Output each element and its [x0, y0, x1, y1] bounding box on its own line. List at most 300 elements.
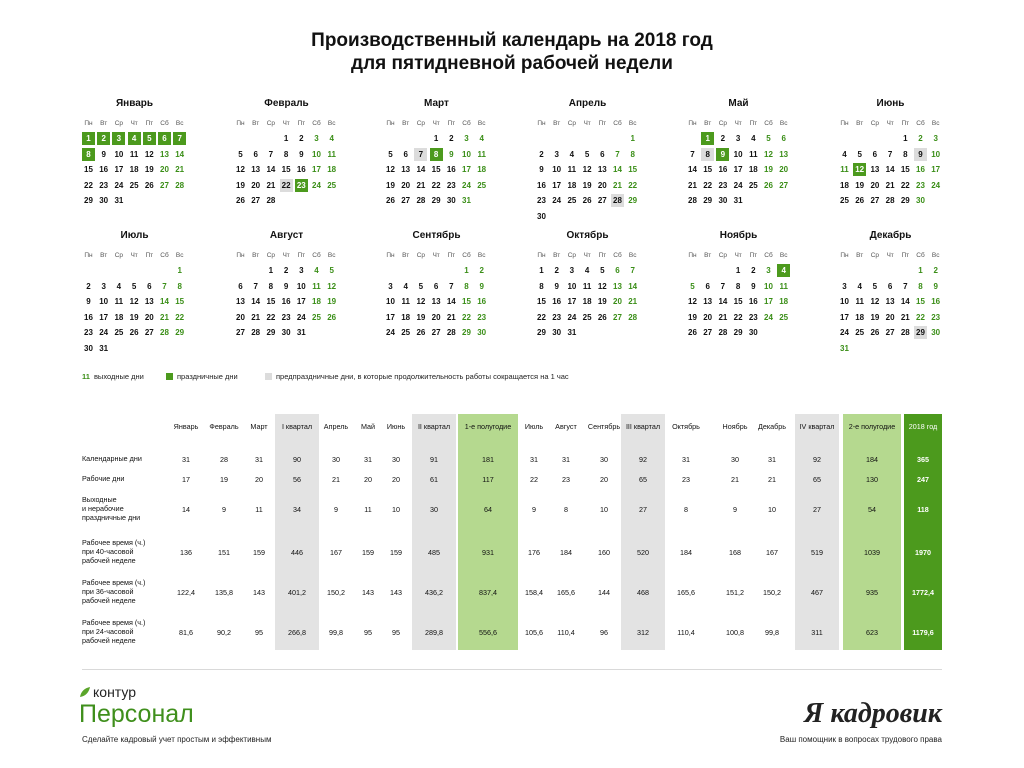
calendar-day: 23 [718, 180, 728, 190]
calendar-day: 24 [733, 180, 743, 190]
table-column-header: III квартал [625, 422, 661, 431]
table-cell: 31 [682, 455, 690, 464]
calendar-day: 11 [327, 149, 336, 159]
calendar-day: 26 [597, 312, 607, 322]
calendar-day: 27 [160, 180, 169, 190]
table-row-label: Выходные и нерабочие праздничные дни [82, 495, 141, 522]
calendar-day: 28 [251, 328, 261, 338]
half-column-bg [843, 414, 901, 650]
table-cell: 135,8 [215, 588, 233, 597]
calendar-day: 3 [464, 134, 469, 143]
weekday-header: Сб [613, 252, 622, 259]
table-cell: 159 [362, 548, 374, 557]
month-name: Январь [115, 98, 154, 109]
calendar-day: 24 [386, 328, 395, 338]
calendar-day: 11 [749, 149, 758, 159]
table-column-header: I квартал [281, 422, 313, 431]
calendar-day: 22 [703, 180, 713, 190]
calendar-day: 4 [777, 264, 790, 277]
calendar-day: 25 [779, 312, 789, 322]
weekday-header: Ср [567, 252, 577, 259]
calendar-day: 21 [628, 297, 638, 307]
logo-small-text: контур [93, 684, 136, 700]
table-cell: 30 [600, 455, 608, 464]
calendar-day: 25 [312, 312, 321, 322]
weekday-header: Вс [931, 252, 940, 259]
table-column-header: Март [250, 422, 268, 431]
table-cell: 130 [866, 475, 878, 484]
calendar-day: 28 [885, 196, 895, 206]
calendar-day: 24 [114, 180, 124, 190]
calendar-day: 11 [567, 165, 577, 175]
table-column-header: Февраль [209, 422, 239, 431]
calendar-day: 19 [144, 165, 154, 175]
calendar-day: 17 [931, 165, 941, 175]
kontur-logo [79, 684, 136, 700]
calendar-day: 22 [431, 180, 441, 190]
calendar-day: 7 [268, 149, 274, 159]
calendar-day: 5 [238, 149, 243, 159]
calendar-day: 6 [600, 149, 605, 159]
table-cell: 9 [222, 505, 226, 514]
quarter-column-bg [412, 414, 456, 650]
brand-tagline: Ваш помощник в вопросах трудового права [779, 735, 942, 744]
calendar-day: 10 [840, 297, 849, 307]
calendar-day: 18 [129, 165, 139, 175]
weekday-header: Пт [447, 120, 456, 127]
weekday-header: Сб [312, 120, 321, 127]
calendar-day: 26 [870, 328, 880, 338]
calendar-day: 15 [733, 297, 743, 307]
calendar-day: 1 [735, 266, 741, 275]
table-column-header: Август [555, 422, 577, 431]
legend-preholiday-label: предпраздничные дни, в которые продолжительность работы сокращается на 1 час [276, 372, 569, 381]
calendar-day: 23 [446, 180, 456, 190]
calendar-day: 11 [779, 281, 788, 291]
calendar-day: 4 [857, 281, 862, 291]
calendar-day: 23 [99, 180, 109, 190]
calendar-day: 14 [266, 165, 276, 175]
weekday-header: Ср [416, 252, 426, 259]
table-cell: 31 [182, 455, 190, 464]
logo-tagline: Сделайте кадровый учет простым и эффективным [82, 735, 272, 744]
calendar-day: 19 [236, 180, 245, 190]
weekday-header: Пт [145, 120, 154, 127]
calendar-day: 9 [933, 281, 938, 291]
table-cell: 436,2 [425, 588, 443, 597]
table-column-header: 1-е полугодие [464, 422, 512, 431]
weekday-header: Вс [779, 252, 788, 259]
calendar-day: 24 [312, 180, 321, 190]
calendar-day: 4 [479, 134, 484, 143]
calendar-day: 19 [386, 180, 395, 190]
calendar-day: 18 [567, 180, 577, 190]
calendar-day: 4 [569, 149, 575, 159]
calendar-day: 20 [703, 312, 713, 322]
calendar-day: 16 [931, 297, 941, 307]
table-column-header: Июль [524, 422, 544, 431]
table-cell: 91 [430, 455, 438, 464]
calendar-day: 27 [144, 328, 154, 338]
calendar-day: 21 [885, 180, 895, 190]
calendar-day: 29 [431, 196, 441, 206]
calendar-day: 9 [716, 148, 729, 161]
calendar-day: 23 [916, 180, 925, 190]
calendar-day: 20 [144, 312, 154, 322]
table-column-header: Июнь [386, 422, 406, 431]
table-cell: 150,2 [327, 588, 345, 597]
table-cell: 23 [562, 475, 570, 484]
calendar-day: 10 [312, 149, 321, 159]
weekday-header: Чт [282, 120, 290, 127]
table-cell: 931 [482, 548, 494, 557]
legend-holiday-swatch [166, 373, 173, 380]
table-cell: 151 [218, 548, 230, 557]
calendar-day: 27 [431, 328, 441, 338]
calendar-day: 7 [690, 149, 695, 159]
month-name: Апрель [568, 98, 607, 109]
calendar-day: 3 [554, 149, 559, 159]
weekday-header: Чт [130, 252, 138, 259]
weekday-header: Чт [734, 120, 742, 127]
table-column-header: Май [360, 422, 376, 431]
calendar-day: 20 [431, 312, 441, 322]
calendar-day: 16 [446, 165, 456, 175]
calendar-day: 1 [177, 266, 182, 275]
table-cell: 30 [731, 455, 739, 464]
calendar-day: 5 [143, 132, 156, 145]
table-cell: 110,4 [677, 628, 695, 637]
footer-divider [82, 669, 942, 670]
table-cell: 100,8 [726, 628, 744, 637]
calendar-day: 25 [114, 328, 124, 338]
calendar-day: 30 [748, 328, 758, 338]
table-cell: 10 [392, 505, 400, 514]
calendar-day: 31 [296, 328, 306, 338]
calendar-day: 30 [477, 328, 487, 338]
weekday-header: Вт [704, 252, 712, 259]
table-cell: 30 [430, 505, 438, 514]
calendar-day: 14 [885, 165, 895, 175]
calendar-day: 22 [916, 312, 925, 322]
calendar-day: 22 [175, 312, 185, 322]
calendar-day: 12 [764, 149, 773, 159]
calendar-day: 7 [887, 149, 893, 159]
calendar-day: 1 [918, 266, 923, 275]
table-row-label: Рабочие дни [82, 474, 125, 483]
calendar-day: 11 [129, 149, 139, 159]
weekday-header: Ср [718, 252, 728, 259]
table-cell: 312 [637, 628, 649, 637]
table-cell: 23 [682, 475, 690, 484]
table-cell: 28 [220, 455, 228, 464]
calendar-day: 3 [569, 266, 575, 275]
table-cell: 159 [390, 548, 402, 557]
calendar-day: 2 [479, 266, 484, 275]
calendar-day: 16 [84, 312, 93, 322]
table-cell: 311 [811, 628, 823, 637]
calendar-day: 30 [537, 212, 546, 221]
calendar-day: 7 [903, 281, 908, 291]
calendar-day: 7 [253, 281, 258, 291]
calendar-day: 23 [931, 312, 941, 322]
table-column-header: Сентябрь [587, 422, 621, 431]
weekday-header: Вт [402, 252, 410, 259]
calendar-day: 14 [416, 165, 426, 175]
weekday-header: Вс [327, 120, 336, 127]
calendar-day: 14 [688, 165, 697, 175]
weekday-header: Сб [160, 120, 169, 127]
table-cell: 22 [530, 475, 538, 484]
table-cell: 27 [813, 505, 821, 514]
table-column-header: 2018 год [908, 422, 938, 431]
calendar-day: 15 [916, 297, 925, 307]
calendar-day: 12 [144, 149, 154, 159]
calendar-day: 1 [82, 132, 95, 145]
table-cell: 8 [684, 505, 688, 514]
calendar-day: 5 [857, 149, 862, 159]
calendar-day: 20 [870, 180, 880, 190]
weekday-header: Вс [327, 252, 336, 259]
quarter-column-bg [621, 414, 665, 650]
calendar-day: 12 [386, 165, 395, 175]
table-cell: 95 [255, 628, 263, 637]
calendar-day: 18 [401, 312, 411, 322]
calendar-day: 20 [236, 312, 245, 322]
calendar-day: 29 [462, 328, 471, 338]
calendar-day: 16 [916, 165, 925, 175]
calendar-day: 13 [885, 297, 895, 307]
weekday-header: Пн [386, 120, 395, 127]
weekday-header: Пт [598, 120, 607, 127]
month-name: Ноябрь [719, 230, 758, 241]
calendar-day: 10 [552, 165, 562, 175]
calendar-day: 30 [446, 196, 456, 206]
calendar-day: 20 [885, 312, 895, 322]
calendar-day: 5 [766, 134, 771, 143]
legend-weekend-sample: 11 [82, 372, 90, 381]
calendar-day: 10 [99, 297, 109, 307]
calendar-day: 29 [733, 328, 743, 338]
calendar-day: 31 [567, 328, 577, 338]
month-name: Май [728, 98, 749, 109]
calendar-day: 10 [386, 297, 395, 307]
calendar-day: 27 [870, 196, 880, 206]
month-name: Август [269, 230, 304, 241]
calendar-day: 25 [582, 312, 592, 322]
table-cell: 95 [392, 628, 400, 637]
calendar-day: 6 [433, 281, 439, 291]
weekday-header: Вт [100, 120, 108, 127]
calendar-day: 16 [477, 297, 487, 307]
legend-preholiday-swatch [265, 373, 272, 380]
calendar-day: 15 [431, 165, 441, 175]
table-row-label: Рабочее время (ч.) при 40-часовой рабочей неделе [82, 538, 146, 565]
calendar-day: 7 [720, 281, 726, 291]
calendar-day: 17 [567, 297, 577, 307]
calendar-day: 21 [613, 180, 622, 190]
calendar-day: 2 [283, 266, 289, 275]
calendar-day: 21 [416, 180, 426, 190]
calendar-day: 6 [781, 134, 786, 143]
calendar-day: 14 [251, 297, 261, 307]
table-cell: 21 [768, 475, 776, 484]
calendar-day: 10 [114, 149, 124, 159]
weekday-header: Пт [901, 120, 910, 127]
calendar-day: 27 [251, 196, 261, 206]
calendar-day: 28 [446, 328, 456, 338]
calendar-day: 28 [611, 194, 624, 207]
table-cell: 27 [639, 505, 647, 514]
calendar-day: 19 [416, 312, 426, 322]
calendar-day: 21 [900, 312, 910, 322]
calendar-day: 15 [628, 165, 638, 175]
calendar-day: 26 [855, 196, 865, 206]
table-cell: 159 [253, 548, 265, 557]
weekday-header: Чт [886, 120, 894, 127]
table-cell: 64 [484, 505, 492, 514]
table-cell: 168 [729, 548, 741, 557]
table-cell: 9 [334, 505, 338, 514]
calendar-day: 3 [112, 132, 125, 145]
table-cell: 65 [639, 475, 647, 484]
calendar-day: 28 [175, 180, 185, 190]
calendar-day: 7 [162, 281, 167, 291]
calendar-day: 3 [766, 266, 771, 275]
calendar-day: 8 [630, 149, 635, 159]
table-cell: 184 [866, 455, 878, 464]
calendar-day: 2 [751, 266, 756, 275]
weekday-header: Пт [297, 120, 306, 127]
table-cell: 117 [482, 475, 494, 484]
calendar-day: 24 [840, 328, 849, 338]
calendar-day: 6 [238, 281, 243, 291]
calendar-day: 27 [401, 196, 411, 206]
month-name: Октябрь [566, 230, 609, 241]
calendar-day: 18 [582, 297, 592, 307]
table-cell: 1179,6 [912, 628, 934, 637]
weekday-header: Вт [856, 252, 864, 259]
legend-preholiday [265, 372, 569, 382]
table-cell: 11 [364, 505, 372, 514]
calendar-day: 13 [236, 297, 245, 307]
weekday-header: Вт [553, 120, 561, 127]
calendar-day: 24 [296, 312, 306, 322]
calendar-day: 14 [628, 281, 638, 291]
calendar-day: 13 [870, 165, 880, 175]
calendar-day: 13 [251, 165, 261, 175]
month-name: Декабрь [869, 230, 912, 241]
calendar-day: 14 [613, 165, 622, 175]
table-cell: 1039 [864, 548, 880, 557]
calendar-day: 2 [449, 134, 454, 143]
calendar-day: 22 [900, 180, 910, 190]
weekday-header: Вт [252, 252, 260, 259]
calendar-day: 6 [872, 149, 878, 159]
table-column-header: Ноябрь [722, 422, 748, 431]
calendar-day: 30 [916, 196, 925, 206]
calendar-day: 29 [900, 196, 910, 206]
table-cell: 176 [528, 548, 540, 557]
legend-holiday-label: праздничные дни [177, 372, 238, 381]
calendar-day: 18 [114, 312, 124, 322]
calendar-day: 2 [97, 132, 110, 145]
calendar-day: 22 [84, 180, 93, 190]
calendar-day: 11 [840, 165, 849, 175]
calendar-day: 19 [597, 297, 607, 307]
calendar-day: 17 [462, 165, 471, 175]
calendar-day: 15 [462, 297, 471, 307]
weekday-header: Вс [628, 252, 637, 259]
calendar-day: 10 [931, 149, 941, 159]
calendar-day: 24 [99, 328, 109, 338]
calendar-day: 28 [688, 196, 697, 206]
table-cell: 31 [768, 455, 776, 464]
calendar-day: 28 [160, 328, 169, 338]
calendar-day: 7 [414, 148, 427, 161]
weekday-header: Сб [613, 120, 622, 127]
calendar-day: 15 [266, 297, 276, 307]
table-cell: 467 [811, 588, 823, 597]
calendar-day: 26 [144, 180, 154, 190]
calendar-day: 9 [914, 148, 927, 161]
legend-holiday [166, 372, 238, 382]
month-name: Март [424, 98, 449, 109]
calendar-day: 8 [735, 281, 741, 291]
table-cell: 19 [220, 475, 228, 484]
calendar-day: 7 [630, 266, 635, 275]
calendar-day: 25 [401, 328, 411, 338]
weekday-header: Вс [779, 120, 788, 127]
calendar-day: 8 [82, 148, 95, 161]
weekday-header: Пт [749, 120, 758, 127]
brand-logo: Я кадровик [804, 698, 942, 729]
table-cell: 167 [330, 548, 342, 557]
weekday-header: Пн [688, 120, 697, 127]
table-cell: 247 [917, 475, 929, 484]
calendar-day: 8 [430, 148, 443, 161]
table-cell: 150,2 [763, 588, 781, 597]
calendar-day: 17 [764, 297, 773, 307]
calendar-day: 12 [870, 297, 880, 307]
table-cell: 468 [637, 588, 649, 597]
calendar-day: 7 [449, 281, 454, 291]
calendar-day: 9 [86, 297, 91, 307]
calendar-day: 20 [401, 180, 411, 190]
calendar-day: 2 [918, 134, 923, 143]
calendar-day: 9 [479, 281, 484, 291]
calendar-day: 7 [615, 149, 620, 159]
weekday-header: Пн [840, 252, 849, 259]
calendar-day: 15 [703, 165, 713, 175]
calendar-day: 1 [630, 134, 635, 143]
table-cell: 519 [811, 548, 823, 557]
calendar-day: 18 [477, 165, 487, 175]
calendar-day: 3 [735, 134, 741, 143]
calendar-day: 2 [86, 281, 91, 291]
legend-weekend [82, 372, 144, 382]
table-cell: 144 [598, 588, 610, 597]
table-cell: 9 [532, 505, 536, 514]
calendar-day: 21 [688, 180, 697, 190]
calendar-day: 23 [748, 312, 758, 322]
calendar-day: 22 [462, 312, 471, 322]
calendar-day: 18 [312, 297, 321, 307]
month-name: Июль [120, 230, 149, 241]
table-cell: 122,4 [177, 588, 195, 597]
calendar-day: 13 [160, 149, 169, 159]
calendar-day: 17 [114, 165, 124, 175]
